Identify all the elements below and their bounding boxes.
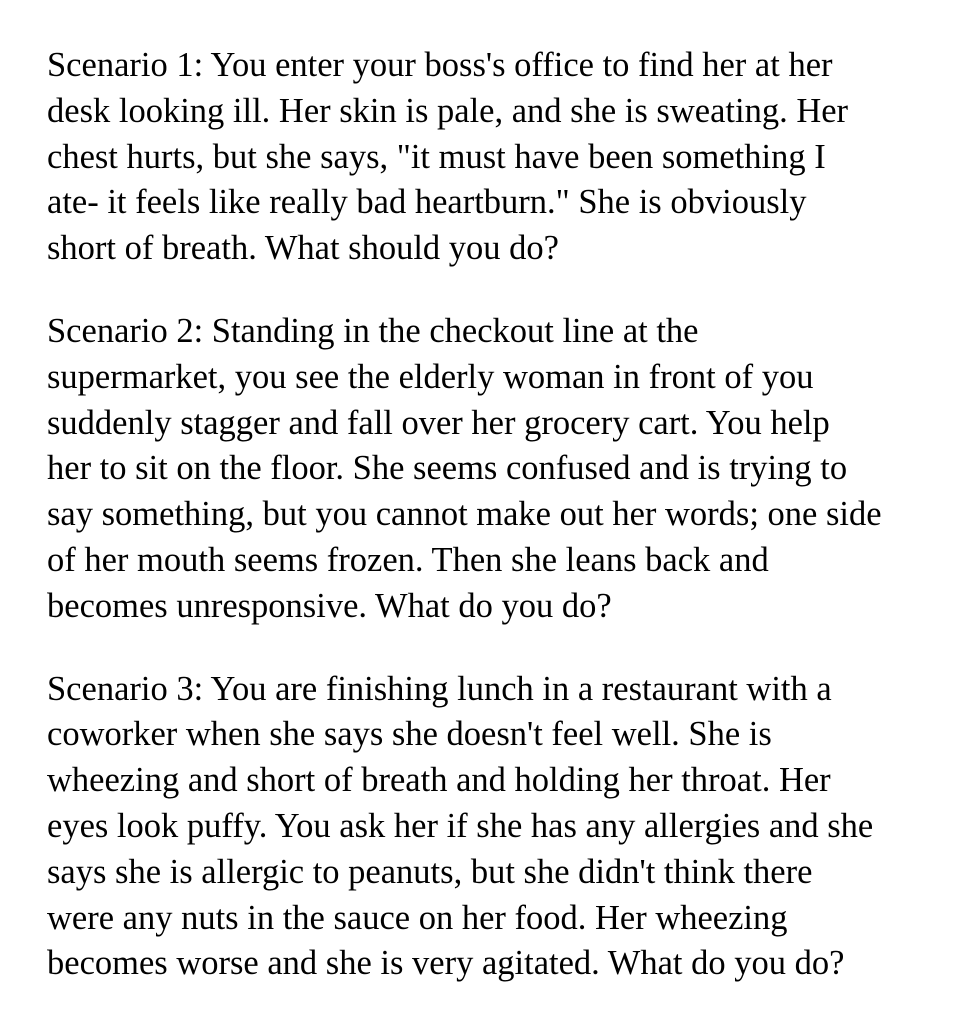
document-page <box>47 43 947 987</box>
scenario-3-line: says she is allergic to peanuts, but she didn't think there <box>47 852 813 891</box>
scenario-3-line: becomes worse and she is very agitated. What do you do? <box>47 944 845 983</box>
scenario-2-line: becomes unresponsive. What do you do? <box>47 586 612 625</box>
scenario-3-line: wheezing and short of breath and holding her throat. Her <box>47 761 831 800</box>
scenario-2-line: her to sit on the floor. She seems confused and is trying to <box>47 449 848 488</box>
scenario-3-paragraph <box>47 667 947 988</box>
scenario-3-line: Scenario 3: You are finishing lunch in a restaurant with a <box>47 669 832 708</box>
scenario-1-line: chest hurts, but she says, "it must have been something I <box>47 137 826 176</box>
scenario-2-line: supermarket, you see the elderly woman in front of you <box>47 357 814 396</box>
scenario-3-line: were any nuts in the sauce on her food. Her wheezing <box>47 898 788 937</box>
scenario-3-line: coworker when she says she doesn't feel well. She is <box>47 715 772 754</box>
scenario-1-line: Scenario 1: You enter your boss's office to find her at her <box>47 46 833 84</box>
scenario-1-line: ate- it feels like really bad heartburn." She is obviously <box>47 183 807 222</box>
scenario-2-line: of her mouth seems frozen. Then she leans back and <box>47 540 769 579</box>
scenario-1-paragraph <box>47 43 947 272</box>
scenario-3-line: eyes look puffy. You ask her if she has any allergies and she <box>47 806 874 845</box>
scenario-1-line: desk looking ill. Her skin is pale, and she is sweating. Her <box>47 91 849 130</box>
scenario-2-line: suddenly stagger and fall over her grocery cart. You help <box>47 403 830 442</box>
scenario-2-line: Scenario 2: Standing in the checkout line at the <box>47 311 699 350</box>
scenario-2-line: say something, but you cannot make out her words; one side <box>47 495 882 534</box>
scenario-2-paragraph <box>47 309 947 630</box>
scenario-1-line: short of breath. What should you do? <box>47 229 559 268</box>
